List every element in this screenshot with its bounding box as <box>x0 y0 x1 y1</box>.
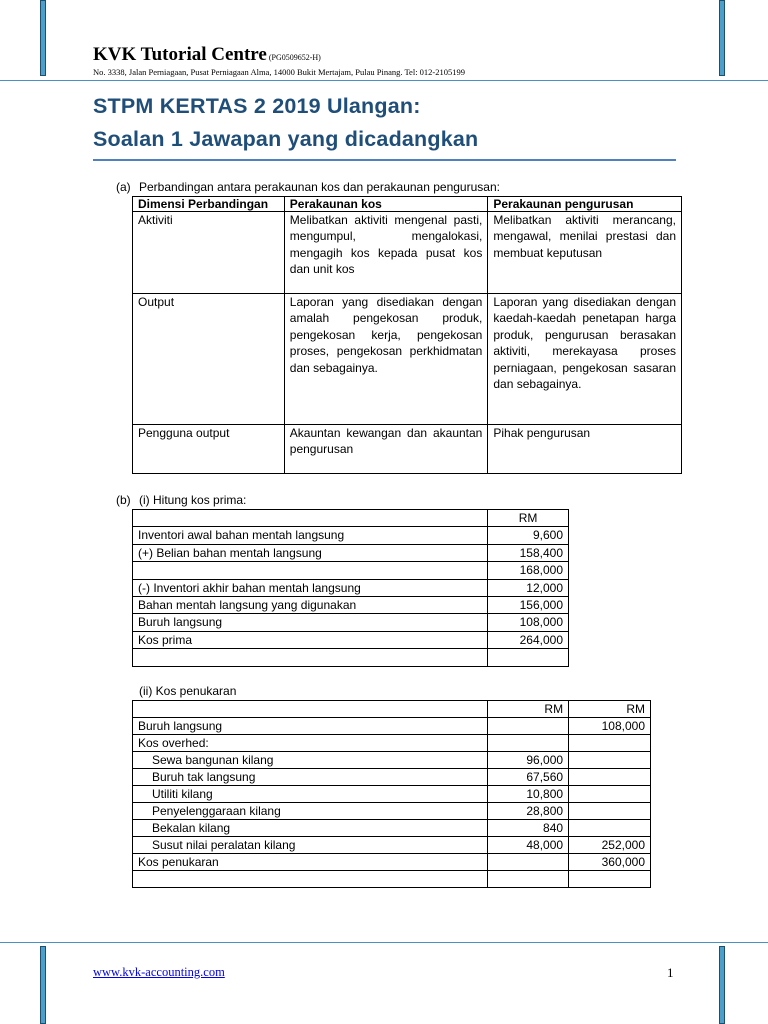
table-row <box>133 510 569 527</box>
comparison-table <box>132 196 682 474</box>
table-row <box>133 579 569 596</box>
label-cell: Sewa bangunan kilang <box>133 752 488 769</box>
label-cell: Utiliti kilang <box>133 786 488 803</box>
value-cell: 158,400 <box>488 544 569 561</box>
value-cell-1 <box>488 735 569 752</box>
table-row <box>133 425 682 474</box>
table-row <box>133 820 651 837</box>
table-row <box>133 786 651 803</box>
table-row <box>133 544 569 561</box>
table-header-row <box>133 197 682 212</box>
table-row <box>133 752 651 769</box>
header-rule <box>0 80 768 81</box>
cost-cell: Laporan yang disediakan dengan amalah pengekosan produk, pengekosan kerja, pengekosan proses, pengekosan perkhidmatan dan sebagainya. <box>284 294 488 425</box>
table-row <box>133 718 651 735</box>
website-link[interactable]: www.kvk-accounting.com <box>93 965 225 979</box>
company-address: No. 3338, Jalan Perniagaan, Pusat Perniagaan Alma, 14000 Bukit Mertajam, Pulau Pinang. Tel: 012-2105199 <box>93 67 466 77</box>
table-row <box>133 701 651 718</box>
header-cost: Perakaunan kos <box>284 197 488 212</box>
label-cell: Buruh langsung <box>133 718 488 735</box>
page-number: 1 <box>667 965 674 980</box>
cost-cell: Akauntan kewangan dan akauntan pengurusan <box>284 425 488 474</box>
value-cell: 264,000 <box>488 631 569 648</box>
prime-cost-table <box>132 509 569 667</box>
value-cell-1: 10,800 <box>488 786 569 803</box>
table-row <box>133 294 682 425</box>
table-row <box>133 614 569 631</box>
part-b1-title: (i) Hitung kos prima: <box>139 493 247 507</box>
table-row <box>133 527 569 544</box>
management-cell: Laporan yang disediakan dengan kaedah-kaedah penetapan harga produk, pengurusan berasakan aktiviti, merekayasa proses perniagaan, pengekosan sasaran dan sebagainya. <box>488 294 682 425</box>
management-cell: Pihak pengurusan <box>488 425 682 474</box>
value-cell-1: 28,800 <box>488 803 569 820</box>
value-cell <box>488 649 569 666</box>
value-cell-2 <box>569 871 651 888</box>
label-cell <box>133 649 488 666</box>
left-bottom-bar <box>40 946 46 1024</box>
value-cell: 9,600 <box>488 527 569 544</box>
value-cell-1: 67,560 <box>488 769 569 786</box>
table-row <box>133 212 682 294</box>
label-cell: Bekalan kilang <box>133 820 488 837</box>
page-title-line2: Soalan 1 Jawapan yang dicadangkan <box>93 127 479 151</box>
part-b2-title: (ii) Kos penukaran <box>139 684 237 698</box>
table-row <box>133 649 569 666</box>
company-name <box>93 44 321 66</box>
currency-header-2: RM <box>569 701 651 718</box>
currency-header: RM <box>488 510 569 527</box>
value-cell-1: 840 <box>488 820 569 837</box>
value-cell-1: 48,000 <box>488 837 569 854</box>
value-cell-2 <box>569 769 651 786</box>
part-a-intro: Perbandingan antara perakaunan kos dan perakaunan pengurusan: <box>139 180 500 194</box>
label-cell <box>133 510 488 527</box>
value-cell-1 <box>488 718 569 735</box>
table-row <box>133 803 651 820</box>
label-cell: Kos prima <box>133 631 488 648</box>
value-cell: 168,000 <box>488 562 569 579</box>
right-top-bar <box>719 0 725 76</box>
value-cell-1: 96,000 <box>488 752 569 769</box>
label-cell: Susut nilai peralatan kilang <box>133 837 488 854</box>
table-row <box>133 631 569 648</box>
label-cell: Inventori awal bahan mentah langsung <box>133 527 488 544</box>
value-cell-2: 252,000 <box>569 837 651 854</box>
right-bottom-bar <box>719 946 725 1024</box>
dimension-cell: Pengguna output <box>133 425 285 474</box>
table-row <box>133 854 651 871</box>
dimension-cell: Aktiviti <box>133 212 285 294</box>
company-title: KVK Tutorial Centre <box>93 44 267 65</box>
header-dimension: Dimensi Perbandingan <box>133 197 285 212</box>
value-cell-1 <box>488 871 569 888</box>
label-cell <box>133 562 488 579</box>
value-cell: 156,000 <box>488 597 569 614</box>
label-cell: Penyelenggaraan kilang <box>133 803 488 820</box>
part-b-label: (b) <box>116 493 131 507</box>
label-cell: Kos overhed: <box>133 735 488 752</box>
table-row <box>133 837 651 854</box>
value-cell-1 <box>488 854 569 871</box>
value-cell-2: 108,000 <box>569 718 651 735</box>
value-cell: 12,000 <box>488 579 569 596</box>
label-cell: (-) Inventori akhir bahan mentah langsung <box>133 579 488 596</box>
cost-cell: Melibatkan aktiviti mengenal pasti, mengumpul, mengalokasi, mengagih kos kepada pusat kos dan unit kos <box>284 212 488 294</box>
value-cell-2 <box>569 803 651 820</box>
currency-header-1: RM <box>488 701 569 718</box>
value-cell: 108,000 <box>488 614 569 631</box>
title-underline <box>93 159 676 161</box>
footer-rule <box>0 942 768 943</box>
label-cell: Buruh langsung <box>133 614 488 631</box>
label-cell: (+) Belian bahan mentah langsung <box>133 544 488 561</box>
value-cell-2 <box>569 752 651 769</box>
conversion-cost-table <box>132 700 651 888</box>
value-cell-2 <box>569 735 651 752</box>
value-cell-2 <box>569 786 651 803</box>
management-cell: Melibatkan aktiviti merancang, mengawal, menilai prestasi dan membuat keputusan <box>488 212 682 294</box>
left-top-bar <box>40 0 46 76</box>
part-a-label: (a) <box>116 180 131 194</box>
dimension-cell: Output <box>133 294 285 425</box>
registration-number: (PG0509652-H) <box>268 53 321 62</box>
table-row <box>133 735 651 752</box>
value-cell-2 <box>569 820 651 837</box>
page-title-line1: STPM KERTAS 2 2019 Ulangan: <box>93 94 421 118</box>
label-cell: Kos penukaran <box>133 854 488 871</box>
label-cell <box>133 871 488 888</box>
table-row <box>133 562 569 579</box>
table-row <box>133 769 651 786</box>
label-cell: Bahan mentah langsung yang digunakan <box>133 597 488 614</box>
table-row <box>133 597 569 614</box>
header-management: Perakaunan pengurusan <box>488 197 682 212</box>
label-cell <box>133 701 488 718</box>
table-row <box>133 871 651 888</box>
label-cell: Buruh tak langsung <box>133 769 488 786</box>
value-cell-2: 360,000 <box>569 854 651 871</box>
